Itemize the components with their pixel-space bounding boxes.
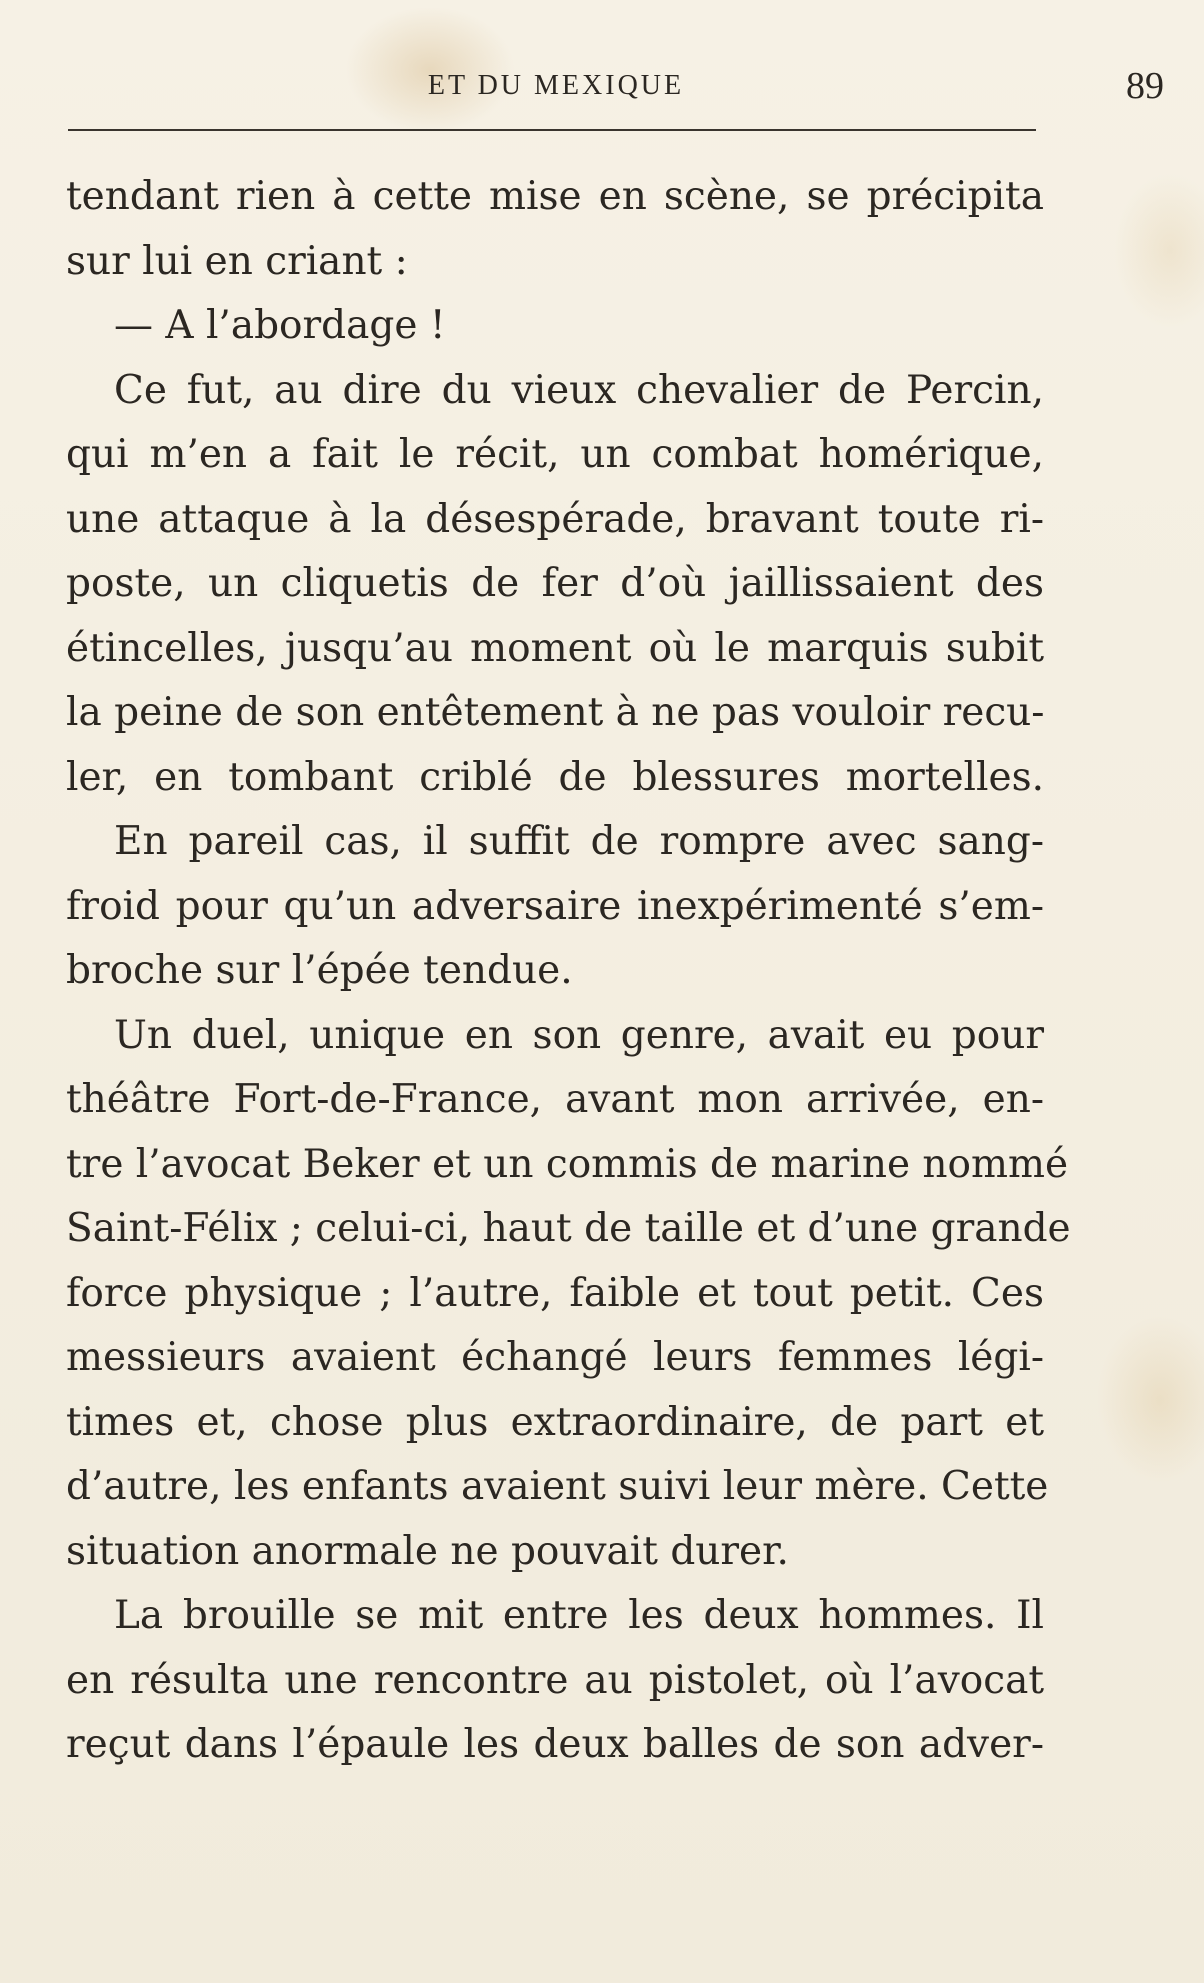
text-line: ler, en tombant criblé de blessures mortelles. (66, 754, 1044, 800)
text-line: situation anormale ne pouvait durer. (66, 1528, 789, 1574)
running-title: ET DU MEXIQUE (427, 70, 685, 101)
body-text (66, 165, 1071, 1778)
text-line: En pareil cas, il suffit de rompre avec sang- (114, 819, 1044, 864)
text-line: Ce fut, au dire du vieux chevalier de Percin, (114, 367, 1044, 413)
text-line: Un duel, unique en son genre, avait eu pour (114, 1012, 1044, 1058)
text-line: broche sur l’épée tendue. (66, 948, 573, 993)
text-line: tre l’avocat Beker et un commis de marine nommé (66, 1141, 1069, 1187)
text-line: tendant rien à cette mise en scène, se précipita (66, 174, 1044, 219)
text-line: étincelles, jusqu’au moment où le marquis subit (66, 625, 1044, 671)
text-line: une attaque à la désespérade, bravant toute ri- (66, 496, 1044, 542)
text-line: en résulta une rencontre au pistolet, où l’avocat (66, 1657, 1044, 1703)
text-line: — A l’abordage ! (114, 303, 446, 348)
text-line: théâtre Fort-de-France, avant mon arrivée, en- (66, 1077, 1044, 1122)
text-line: froid pour qu’un adversaire inexpérimenté s’em- (66, 883, 1044, 929)
text-line: Saint-Félix ; celui-ci, haut de taille et d’une grande (66, 1206, 1071, 1251)
text-line: d’autre, les enfants avaient suivi leur mère. Cette (66, 1464, 1049, 1509)
text-line: la peine de son entêtement à ne pas vouloir recu- (66, 690, 1045, 735)
header-rule (68, 129, 1036, 131)
page-header (68, 58, 1164, 118)
text-line: poste, un cliquetis de fer d’où jaillissaient des (66, 561, 1044, 606)
page-number: 89 (1126, 65, 1164, 107)
text-line: qui m’en a fait le récit, un combat homérique, (66, 432, 1044, 477)
text-line: sur lui en criant : (66, 238, 408, 284)
text-line: La brouille se mit entre les deux hommes. Il (114, 1593, 1044, 1638)
text-line: reçut dans l’épaule les deux balles de son adver- (66, 1722, 1044, 1767)
text-line: force physique ; l’autre, faible et tout petit. Ces (66, 1270, 1044, 1316)
text-line: messieurs avaient échangé leurs femmes légi- (66, 1335, 1044, 1380)
text-line: times et, chose plus extraordinaire, de part et (66, 1399, 1044, 1445)
